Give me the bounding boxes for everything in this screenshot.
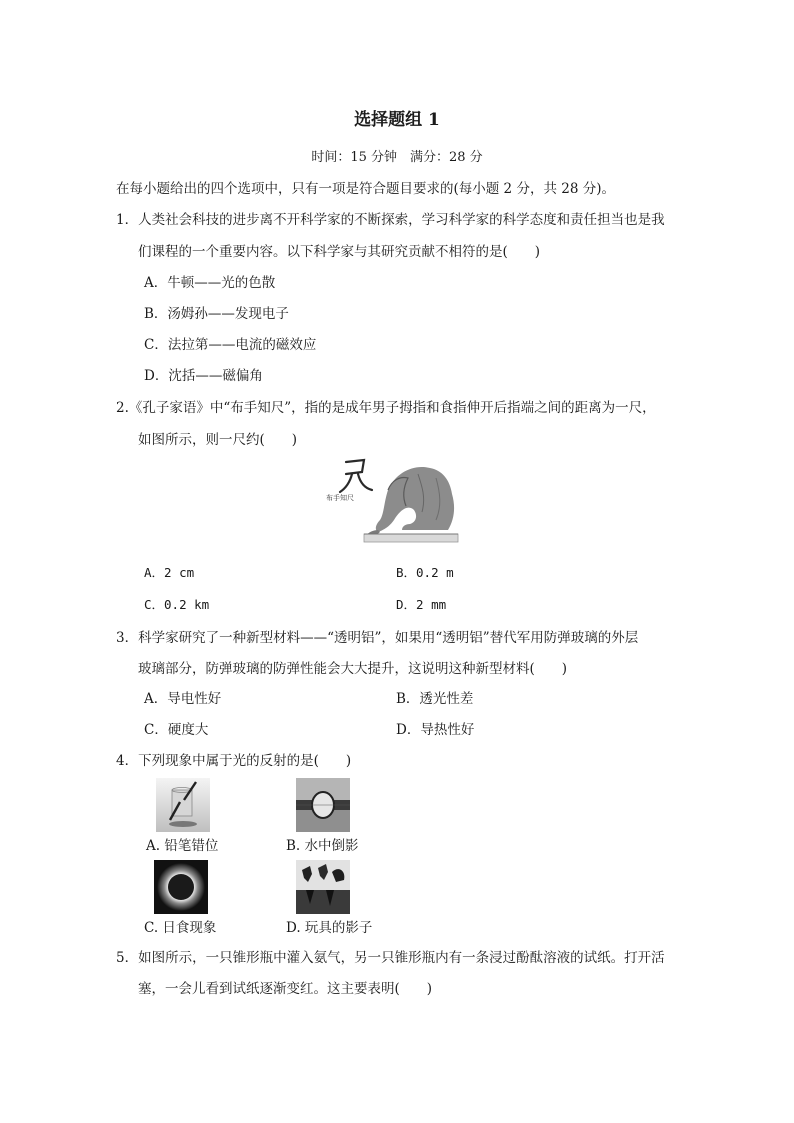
photo-toy-shadow bbox=[296, 860, 350, 914]
q2-stem-line1: 2.《孔子家语》中“布手知尺”，指的是成年男子拇指和食指伸开后指端之间的距离为一尺， bbox=[116, 400, 656, 416]
q4-option-c: C. 日食现象 bbox=[144, 920, 217, 936]
q2-option-d: D．2 mm bbox=[396, 597, 447, 612]
q3-option-d: D．导热性好 bbox=[396, 722, 475, 738]
hand-illustration bbox=[366, 467, 454, 537]
figure-caption: 布手知尺 bbox=[326, 494, 354, 502]
photo-water-reflection bbox=[296, 778, 350, 832]
page-title: 选择题组 1 bbox=[354, 110, 440, 130]
q1-option-a: A．牛顿——光的色散 bbox=[144, 275, 276, 291]
q4-option-d: D. 玩具的影子 bbox=[286, 920, 373, 936]
q4-option-a: A. 铅笔错位 bbox=[146, 838, 219, 854]
q5-stem-line1: 5．如图所示，一只锥形瓶中灌入氨气，另一只锥形瓶内有一条浸过酚酞溶液的试纸。打开活 bbox=[116, 950, 665, 966]
q3-option-c: C．硬度大 bbox=[144, 722, 209, 738]
q1-option-b: B．汤姆孙——发现电子 bbox=[144, 306, 289, 322]
time-score-info: 时间：15 分钟 满分：28 分 bbox=[311, 150, 483, 165]
photo-solar-eclipse bbox=[154, 860, 208, 914]
q2-option-b: B．0.2 m bbox=[396, 565, 454, 580]
q4-stem: 4．下列现象中属于光的反射的是( ) bbox=[116, 753, 352, 769]
q3-stem-line1: 3．科学家研究了一种新型材料——“透明铝”，如果用“透明铝”替代军用防弹玻璃的外层 bbox=[116, 630, 639, 646]
seal-character-chi bbox=[340, 460, 372, 492]
q1-stem-line2: 们课程的一个重要内容。以下科学家与其研究贡献不相符的是( ) bbox=[138, 244, 541, 260]
q1-option-d: D．沈括——磁偏角 bbox=[144, 368, 263, 384]
q2-option-a: A．2 cm bbox=[144, 565, 195, 580]
q5-stem-line2: 塞，一会儿看到试纸逐渐变红。这主要表明( ) bbox=[138, 981, 433, 997]
q3-option-a: A．导电性好 bbox=[144, 691, 222, 707]
q2-option-c: C．0.2 km bbox=[144, 597, 210, 612]
q1-option-c: C．法拉第——电流的磁效应 bbox=[144, 337, 317, 353]
q3-option-b: B．透光性差 bbox=[396, 691, 474, 707]
ruler-base bbox=[364, 534, 458, 542]
q2-stem-line2: 如图所示，则一尺约( ) bbox=[138, 432, 298, 448]
q1-stem-line1: 1．人类社会科技的进步离不开科学家的不断探索，学习科学家的科学态度和责任担当也是我 bbox=[116, 212, 665, 228]
q4-option-b: B. 水中倒影 bbox=[286, 838, 359, 854]
q3-stem-line2: 玻璃部分，防弹玻璃的防弹性能会大大提升，这说明这种新型材料( ) bbox=[138, 661, 568, 677]
photo-pencil-in-water bbox=[156, 778, 210, 832]
hand-span-figure bbox=[318, 450, 460, 548]
instructions: 在每小题给出的四个选项中，只有一项是符合题目要求的(每小题 2 分，共 28 分)。 bbox=[116, 181, 615, 197]
